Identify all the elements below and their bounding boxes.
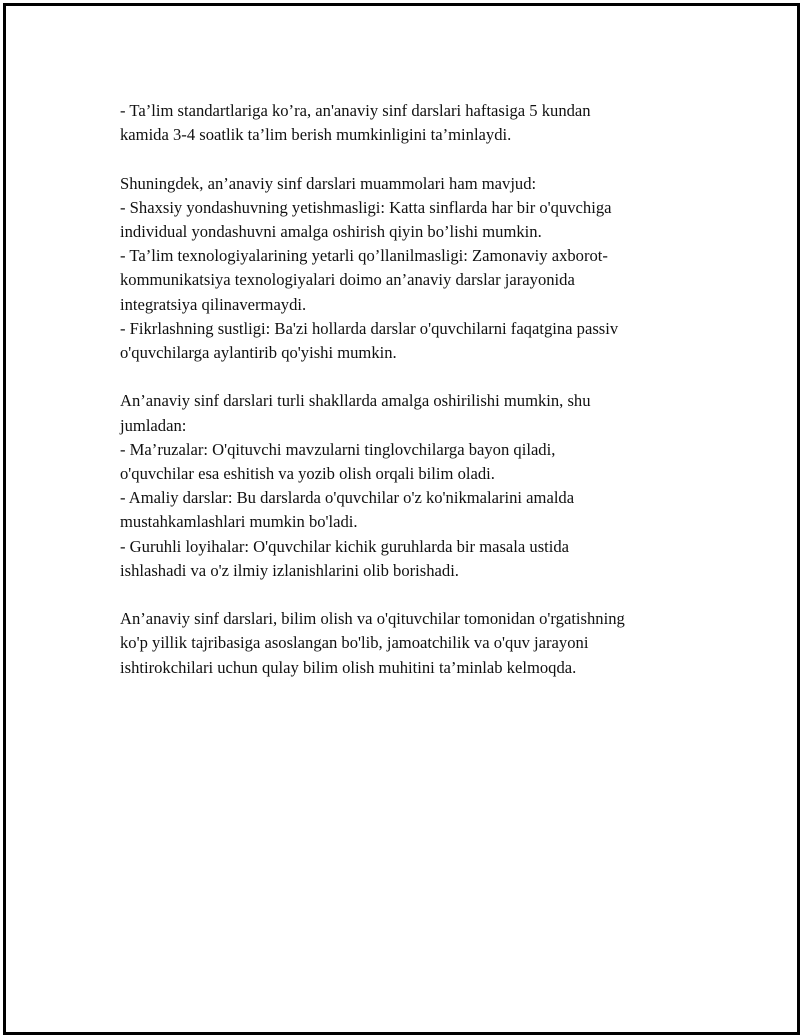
paragraph-gap [120,147,710,171]
text-line: - Ta’lim standartlariga ko’ra, an'anaviy sinf darslari haftasiga 5 kundan [120,101,591,120]
paragraph-gap [120,365,710,389]
text-line: jumladan: [120,415,187,435]
text-line: kommunikatsiya texnologiyalari doimo an’anaviy darslar jarayonida [120,270,575,290]
paragraph [120,99,710,147]
paragraph [120,607,710,680]
document-body [120,99,710,680]
text-line: mustahkamlashlari mumkin bo'ladi. [120,512,358,532]
paragraph-gap [120,583,710,607]
text-line: ishtirokchilari uchun qulay bilim olish muhitini ta’minlab kelmoqda. [120,657,577,677]
text-line: An’anaviy sinf darslari turli shakllarda amalga oshirilishi mumkin, shu [120,391,591,411]
text-line: - Fikrlashning sustligi: Ba'zi hollarda darslar o'quvchilarni faqatgina passiv [120,318,619,338]
text-line: - Amaliy darslar: Bu darslarda o'quvchilar o'z ko'nikmalarini amalda [120,488,575,508]
text-line: o'quvchilar esa eshitish va yozib olish orqali bilim oladi. [120,464,495,484]
text-line: individual yondashuvni amalga oshirish qiyin bo’lishi mumkin. [120,222,542,241]
document-page [3,3,800,1035]
paragraph [120,172,710,366]
text-line: - Ma’ruzalar: O'qituvchi mavzularni tinglovchilarga bayon qiladi, [120,439,556,459]
text-line: integratsiya qilinavermaydi. [120,294,307,314]
text-line: - Ta’lim texnologiyalarining yetarli qo’llanilmasligi: Zamonaviy axborot- [120,246,608,266]
paragraph [120,389,710,583]
text-line: Shuningdek, an’anaviy sinf darslari muammolari ham mavjud: [120,173,537,193]
text-line: - Guruhli loyihalar: O'quvchilar kichik guruhlarda bir masala ustida [120,536,570,556]
text-line: o'quvchilarga aylantirib qo'yishi mumkin. [120,343,397,363]
text-line: An’anaviy sinf darslari, bilim olish va o'qituvchilar tomonidan o'rgatishning [120,609,625,629]
text-line: ko'p yillik tajribasiga asoslangan bo'lib, jamoatchilik va o'quv jarayoni [120,633,589,653]
text-line: kamida 3-4 soatlik ta’lim berish mumkinligini ta’minlaydi. [120,125,512,145]
text-line: ishlashadi va o'z ilmiy izlanishlarini olib borishadi. [120,560,459,580]
text-line: - Shaxsiy yondashuvning yetishmasligi: Katta sinflarda har bir o'quvchiga [120,197,612,217]
